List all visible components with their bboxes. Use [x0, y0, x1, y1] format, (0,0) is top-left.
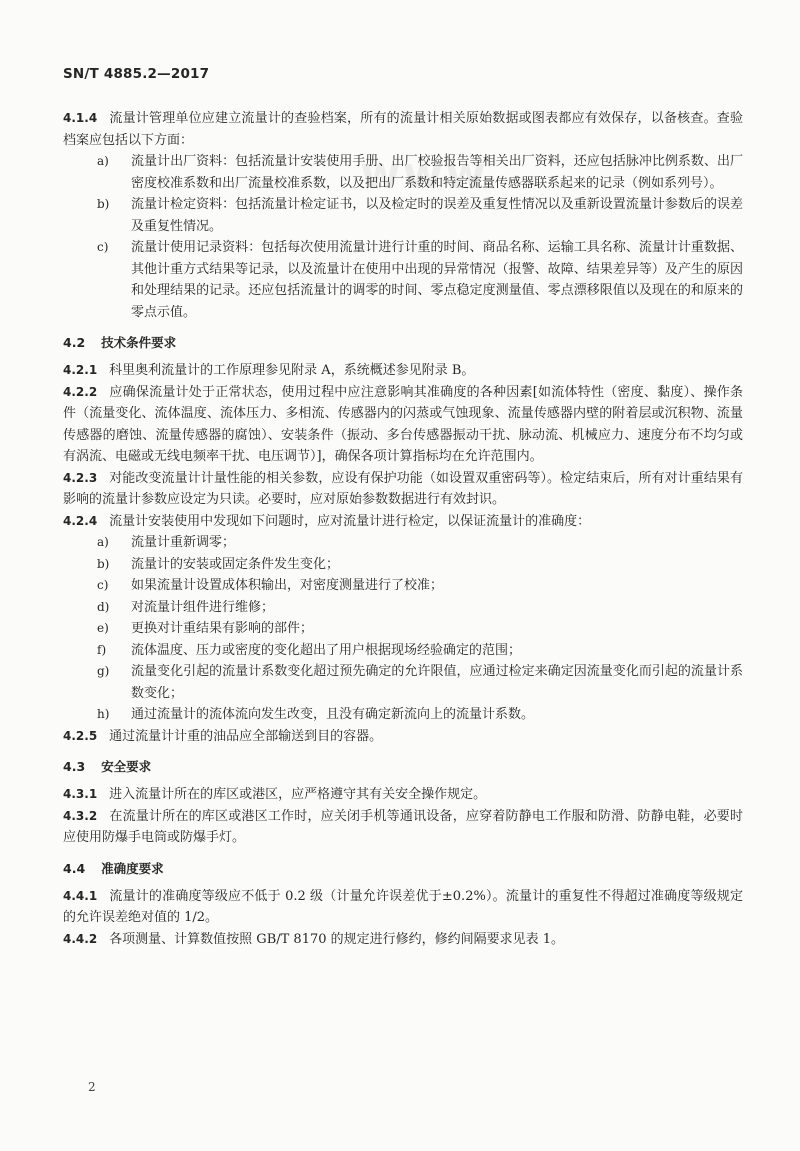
clause-4-4-2	[63, 929, 743, 951]
list-text: 流量计使用记录资料：包括每次使用流量计进行计重的时间、商品名称、运输工具名称、流量计计重数据、其他计重方式结果等记录，以及流量计在使用中出现的异常情况（报警、故障、结果差异等）及产生的原因和处理结果的记录。还应包括流量计的调零的时间、零点稳定度测量值、零点漂移限值以及现在的和原来的零点示值。	[131, 240, 743, 320]
clause-number: 4.2.3	[63, 470, 98, 485]
list-item	[63, 237, 743, 323]
list-item	[63, 532, 743, 554]
clause-4-1-4	[63, 108, 743, 151]
list-item	[63, 151, 743, 194]
standard-header: SN/T 4885.2—2017	[63, 66, 210, 82]
clause-text: 应确保流量计处于正常状态，使用过程中应注意影响其准确度的各种因素[如流体特性（密度、黏度）、操作条件（流量变化、流体温度、流体压力、多相流、传感器内的闪蒸或气蚀现象、流量传感器内壁的附着层或沉积物、流量传感器的磨蚀、流量传感器的腐蚀）、安装条件（振动、多台传感器振动干扰、脉动流、机械应力、速度分布不均匀或有涡流、电磁或无线电频率干扰、电压调节）]，确保各项计算指标均在允许范围内。	[63, 384, 743, 464]
section-heading-4-4	[63, 858, 743, 879]
clause-text: 流量计安装使用中发现如下问题时，应对流量计进行检定，以保证流量计的准确度：	[109, 513, 591, 529]
list-item	[63, 575, 743, 597]
clause-number: 4.3.2	[63, 808, 98, 823]
list-label: f)	[97, 642, 107, 657]
clause-4-2-3	[63, 468, 743, 511]
list-text: 流体温度、压力或密度的变化超出了用户根据现场经验确定的范围；	[131, 642, 522, 658]
clause-number: 4.4.1	[63, 888, 98, 903]
list-item	[63, 597, 743, 619]
list-text: 流量计重新调零；	[131, 535, 236, 550]
list-label: c)	[97, 578, 109, 592]
clause-text: 各项测量、计算数值按照 GB/T 8170 的规定进行修约，修约间隔要求见表 1。	[109, 931, 565, 947]
section-title: 准确度要求	[101, 860, 164, 876]
document-body	[63, 108, 743, 950]
section-heading-4-3	[63, 756, 743, 777]
list-label: b)	[97, 197, 110, 211]
section-number: 4.2	[63, 335, 86, 350]
list-text: 更换对计重结果有影响的部件；	[131, 621, 314, 636]
list-text: 通过流量计的流体流向发生改变，且没有确定新流向上的流量计系数。	[131, 707, 535, 722]
clause-text: 进入流量计所在的库区或港区，应严格遵守其有关安全操作规定。	[109, 787, 487, 802]
clause-4-2-4	[63, 511, 743, 533]
list-text: 流量计检定资料：包括流量计检定证书，以及检定时的误差及重复性情况以及重新设置流量计参数后的误差及重复性情况。	[131, 197, 743, 234]
watermark: www	[360, 148, 488, 199]
clause-4-2-5	[63, 726, 743, 748]
page-number: 2	[88, 1080, 96, 1094]
list-label: a)	[97, 535, 109, 549]
list-text: 流量变化引起的流量计系数变化超过预先确定的允许限值，应通过检定来确定因流量变化而引起的流量计系数变化；	[131, 664, 743, 701]
list-label: c)	[97, 240, 109, 254]
list-item	[63, 640, 743, 662]
list-text: 流量计的安装或固定条件发生变化；	[131, 556, 340, 572]
section-number: 4.3	[63, 759, 86, 774]
list-item	[63, 704, 743, 726]
clause-4-3-1	[63, 784, 743, 806]
list-label: d)	[97, 599, 110, 614]
clause-number: 4.2.1	[63, 363, 98, 377]
clause-4-3-2	[63, 806, 743, 849]
clause-number: 4.1.4	[63, 111, 98, 125]
section-heading-4-2	[63, 332, 743, 353]
clause-4-4-1	[63, 886, 743, 929]
clause-4-2-1	[63, 360, 743, 382]
clause-text: 对能改变流量计计量性能的相关参数，应设有保护功能（如设置双重密码等）。检定结束后，所有对计重结果有影响的流量计参数应设定为只读。必要时，应对原始参数数据进行有效封识。	[63, 470, 743, 507]
list-item	[63, 618, 743, 640]
clause-number: 4.3.1	[63, 787, 98, 801]
clause-4-2-2	[63, 382, 743, 468]
list-label: e)	[97, 621, 109, 635]
section-title: 技术条件要求	[101, 335, 177, 350]
clause-text: 流量计的准确度等级应不低于 0.2 级（计量允许误差优于±0.2%）。流量计的重复性不得超过准确度等级规定的允许误差绝对值的 1/2。	[63, 888, 743, 925]
list-item	[63, 661, 743, 704]
list-label: a)	[97, 154, 109, 168]
clause-number: 4.2.4	[63, 513, 98, 528]
list-label: g)	[97, 664, 110, 678]
list-text: 如果流量计设置成体积输出，对密度测量进行了校准；	[131, 578, 444, 593]
list-text: 对流量计组件进行维修；	[131, 599, 275, 615]
clause-number: 4.2.5	[63, 728, 98, 743]
clause-text: 科里奥利流量计的工作原理参见附录 A，系统概述参见附录 B。	[109, 363, 475, 378]
clause-text: 通过流量计计重的油品应全部输送到目的容器。	[109, 728, 383, 744]
section-number: 4.4	[63, 860, 86, 876]
clause-number: 4.4.2	[63, 931, 98, 946]
list-item	[63, 554, 743, 576]
section-title: 安全要求	[101, 759, 152, 774]
clause-text: 流量计管理单位应建立流量计的查验档案，所有的流量计相关原始数据或图表都应有效保存，以备核查。查验档案应包括以下方面：	[63, 111, 743, 148]
list-label: h)	[97, 707, 110, 721]
clause-number: 4.2.2	[63, 384, 98, 399]
list-item	[63, 194, 743, 237]
list-label: b)	[97, 556, 110, 571]
list-text: 流量计出厂资料：包括流量计安装使用手册、出厂校验报告等相关出厂资料，还应包括脉冲比例系数、出厂密度校准系数和出厂流量校准系数，以及把出厂系数和特定流量传感器联系起来的记录（例如系列号）。	[131, 154, 743, 191]
clause-text: 在流量计所在的库区或港区工作时，应关闭手机等通讯设备，应穿着防静电工作服和防滑、防静电鞋，必要时应使用防爆手电筒或防爆手灯。	[63, 808, 743, 845]
